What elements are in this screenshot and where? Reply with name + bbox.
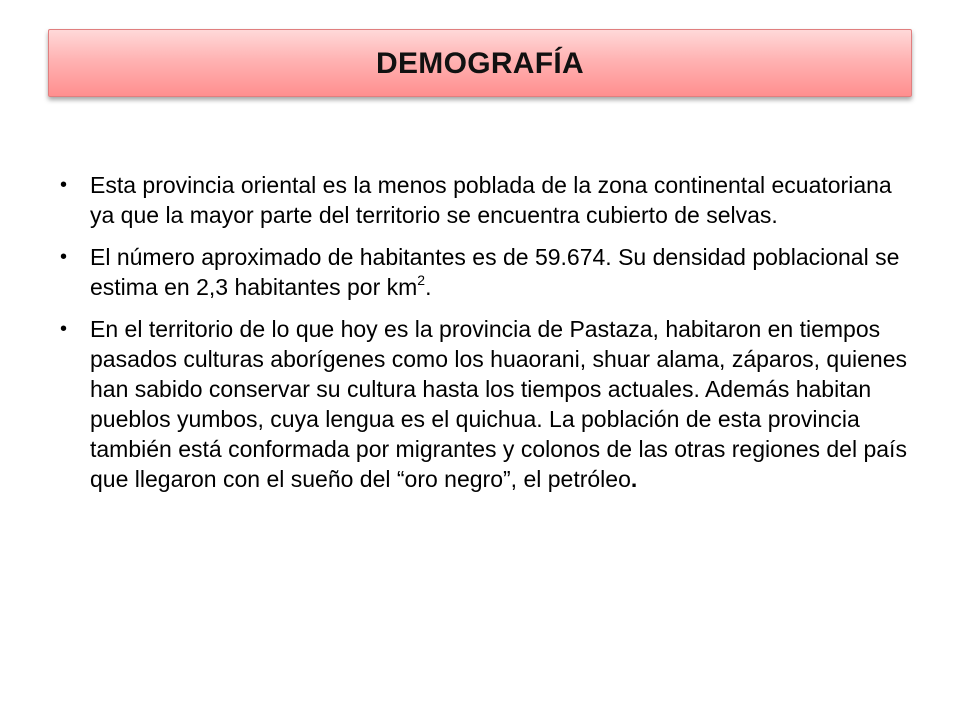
superscript: 2: [417, 272, 426, 288]
bullet-marker: •: [60, 246, 68, 268]
bullet-marker: •: [60, 174, 68, 196]
slide-title: DEMOGRAFÍA: [376, 47, 584, 80]
bullet-text: El número aproximado de habitantes es de 59.674. Su densidad poblacional se estima en 2,3 habitantes por km: [90, 244, 900, 300]
bullet-text-end: .: [425, 274, 432, 300]
title-banner: [48, 29, 912, 97]
bullet-item-3: [48, 314, 912, 494]
bullet-item-1: [48, 170, 912, 230]
bullet-text-end: .: [630, 466, 638, 492]
bullet-marker: •: [60, 318, 68, 340]
bullet-item-2: [48, 242, 912, 302]
bullet-text: Esta provincia oriental es la menos poblada de la zona continental ecuatoriana ya que la mayor parte del territorio se encuentra cubierto de selvas.: [90, 172, 892, 228]
slide-content: [48, 170, 912, 506]
bullet-list: [48, 170, 912, 494]
bullet-text: En el territorio de lo que hoy es la provincia de Pastaza, habitaron en tiempos pasados culturas aborígenes como los huaorani, shuar alama, záparos, quienes han sabido conservar su cultura hasta los tiempos actuales. Además habitan pueblos yumbos, cuya lengua es el quichua. La población de esta provincia también está conformada por migrantes y colonos de las otras regiones del país que llegaron con el sueño del “oro negro”, el petróleo: [90, 316, 907, 492]
